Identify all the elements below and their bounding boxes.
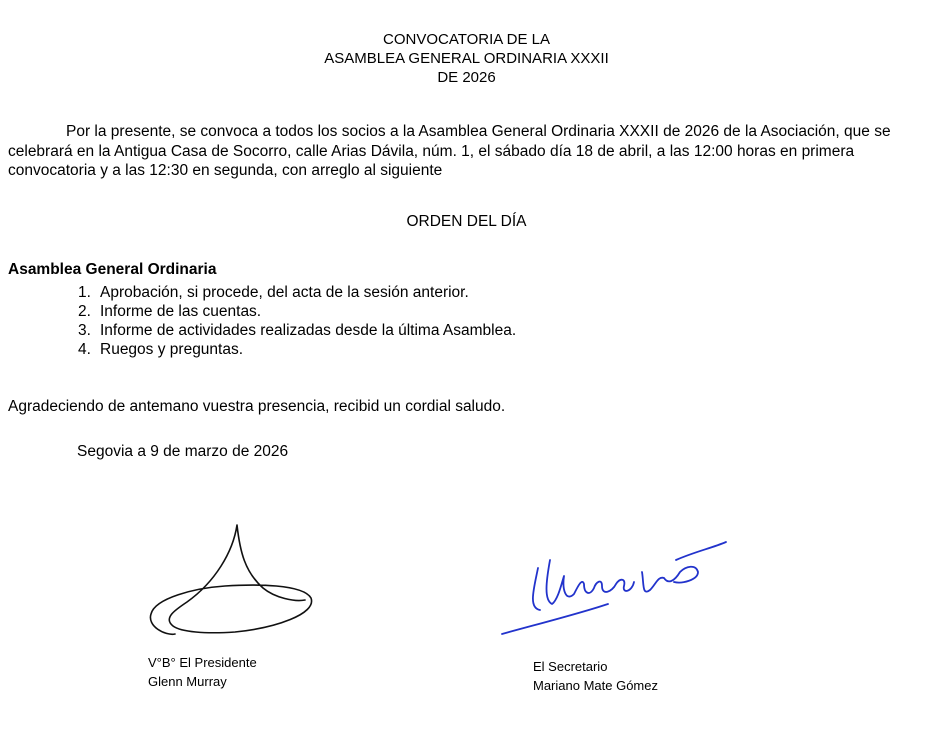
agenda-item-text: Informe de actividades realizadas desde la última Asamblea. <box>100 322 517 339</box>
agenda-item-number: 1. <box>78 284 91 301</box>
document-title <box>0 30 933 87</box>
secretary-signature-stroke <box>502 542 726 634</box>
title-line-2: ASAMBLEA GENERAL ORDINARIA XXXII <box>324 50 609 67</box>
president-name: Glenn Murray <box>148 674 227 689</box>
secretary-name: Mariano Mate Gómez <box>533 678 658 693</box>
agenda-item <box>78 302 516 321</box>
president-signature <box>145 522 320 642</box>
secretary-signature-block <box>533 657 658 695</box>
president-signature-block <box>148 653 257 691</box>
place-date: Segovia a 9 de marzo de 2026 <box>77 443 289 460</box>
agenda-list <box>78 283 516 359</box>
agenda-item <box>78 321 516 340</box>
agenda-item-text: Ruegos y preguntas. <box>100 341 244 358</box>
agenda-item <box>78 283 516 302</box>
agenda-item <box>78 340 516 359</box>
agenda-item-number: 4. <box>78 341 91 358</box>
section-title: Asamblea General Ordinaria <box>8 261 217 278</box>
title-line-3: DE 2026 <box>437 69 496 86</box>
agenda-item-text: Informe de las cuentas. <box>100 303 262 320</box>
agenda-item-text: Aprobación, si procede, del acta de la sesión anterior. <box>100 284 469 301</box>
president-role: V°B° El Presidente <box>148 655 257 670</box>
secretary-role: El Secretario <box>533 659 608 674</box>
orden-del-dia-heading: ORDEN DEL DÍA <box>406 213 527 230</box>
title-line-1: CONVOCATORIA DE LA <box>383 31 550 48</box>
agenda-item-number: 3. <box>78 322 91 339</box>
secretary-signature <box>498 538 733 638</box>
closing-text: Agradeciendo de antemano vuestra presencia, recibid un cordial saludo. <box>8 398 506 415</box>
intro-paragraph: Por la presente, se convoca a todos los socios a la Asamblea General Ordinaria XXXII de 2026 de la Asociación, que se celebrará en la Antigua Casa de Socorro, calle Arias Dávila, núm. 1, el sábado día 18 de abril, a las 12:00 horas en primera convocatoria y a las 12:30 en segunda, con arreglo al siguiente <box>8 123 891 179</box>
agenda-item-number: 2. <box>78 303 91 320</box>
president-signature-stroke <box>150 525 311 634</box>
